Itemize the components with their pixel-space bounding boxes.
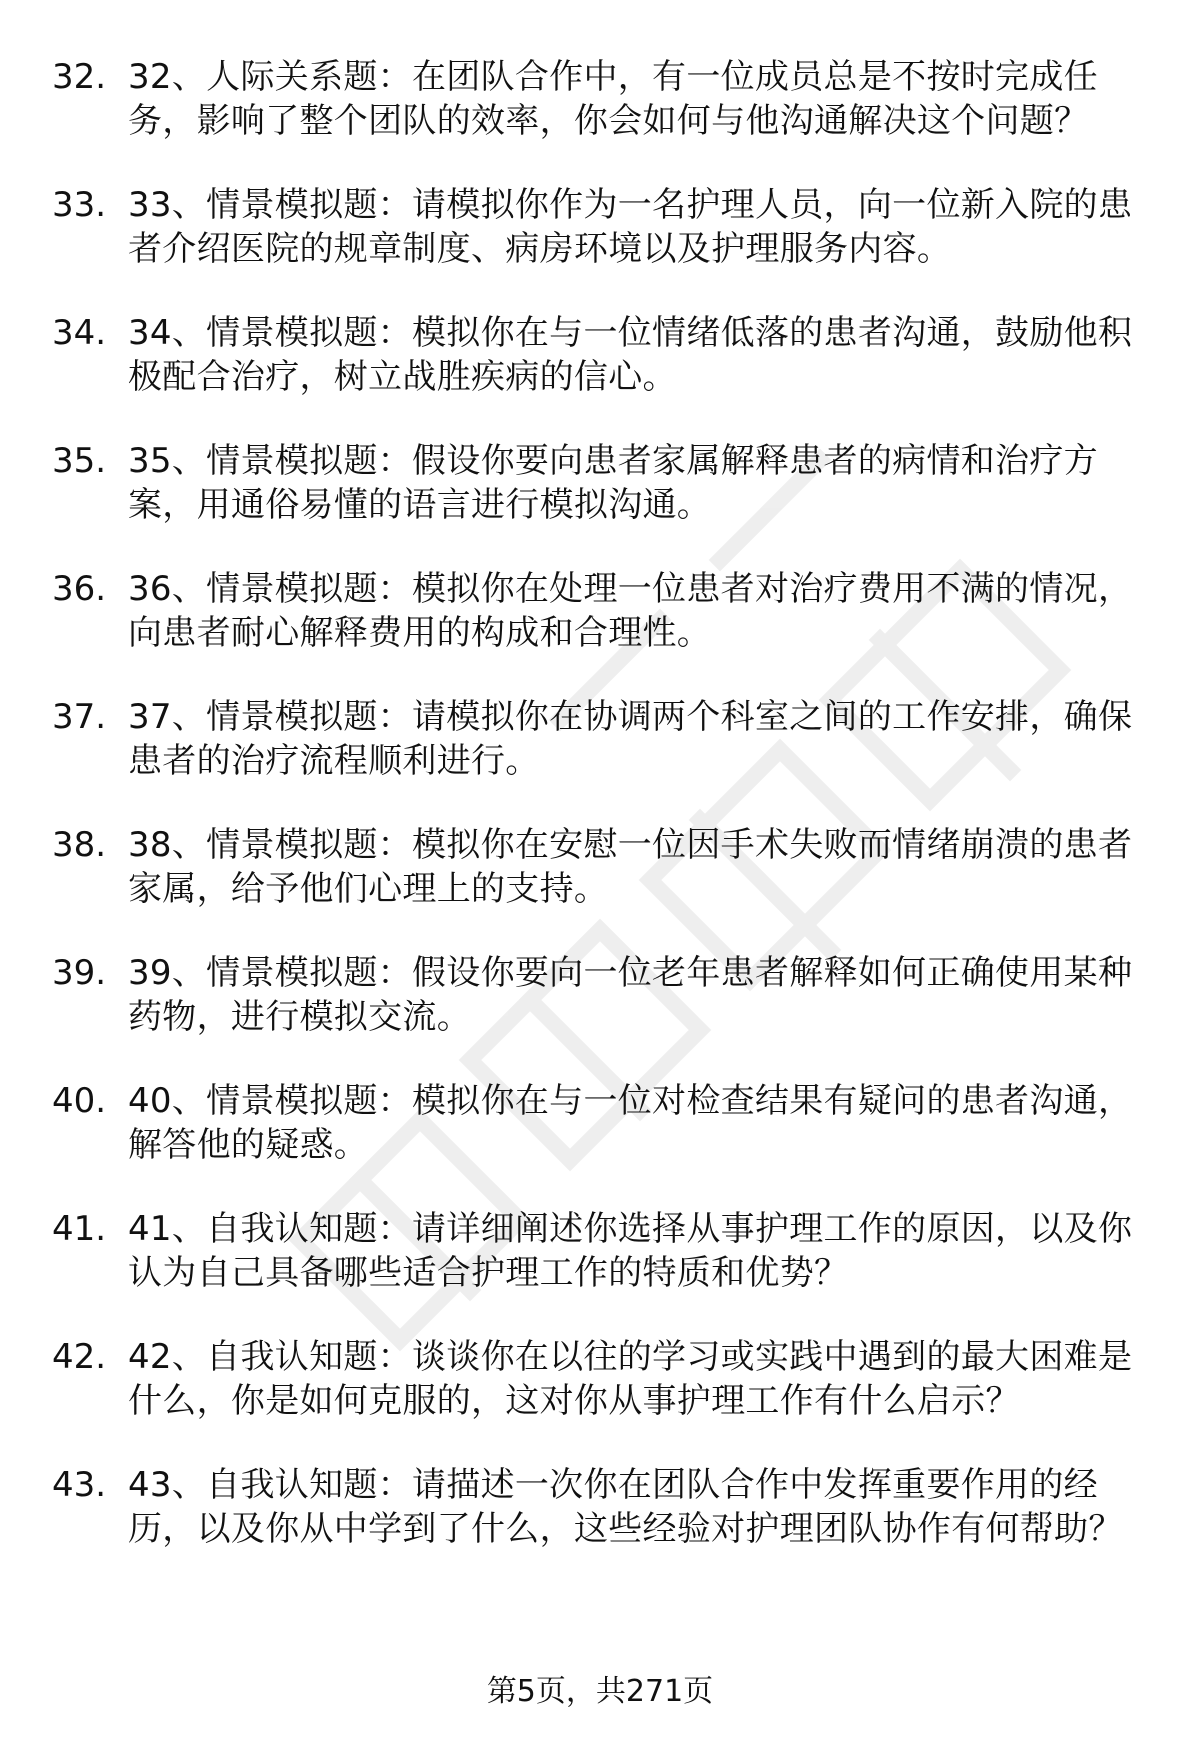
list-item — [0, 567, 1200, 659]
question-text: 40、情景模拟题：模拟你在与一位对检查结果有疑问的患者沟通，解答他的疑惑。 — [128, 1081, 1133, 1165]
question-number: 43. — [52, 1465, 107, 1505]
question-text: 39、情景模拟题：假设你要向一位老年患者解释如何正确使用某种药物，进行模拟交流。 — [128, 953, 1133, 1037]
question-number: 41. — [52, 1209, 107, 1249]
list-item — [0, 1463, 1200, 1599]
question-number: 39. — [52, 953, 107, 993]
question-number: 40. — [52, 1081, 107, 1121]
question-text: 41、自我认知题：请详细阐述你选择从事护理工作的原因，以及你认为自己具备哪些适合护理工作的特质和优势？ — [128, 1209, 1133, 1293]
list-item — [0, 55, 1200, 147]
question-text: 32、人际关系题：在团队合作中，有一位成员总是不按时完成任务，影响了整个团队的效率，你会如何与他沟通解决这个问题？ — [128, 57, 1098, 141]
question-number: 37. — [52, 697, 107, 737]
question-text: 38、情景模拟题：模拟你在安慰一位因手术失败而情绪崩溃的患者家属，给予他们心理上的支持。 — [128, 825, 1133, 909]
list-item — [0, 311, 1200, 403]
question-number: 35. — [52, 441, 107, 481]
question-text: 35、情景模拟题：假设你要向患者家属解释患者的病情和治疗方案，用通俗易懂的语言进行模拟沟通。 — [128, 441, 1098, 525]
question-text: 37、情景模拟题：请模拟你在协调两个科室之间的工作安排，确保患者的治疗流程顺利进行。 — [128, 697, 1133, 781]
question-text: 43、自我认知题：请描述一次你在团队合作中发挥重要作用的经历，以及你从中学到了什么，这些经验对护理团队协作有何帮助？ — [128, 1465, 1123, 1549]
page-footer: 第5页，共271页 — [486, 1674, 714, 1709]
question-number: 32. — [52, 57, 107, 97]
list-item — [0, 823, 1200, 915]
list-item — [0, 1335, 1200, 1427]
question-number: 36. — [52, 569, 107, 609]
list-item — [0, 439, 1200, 531]
question-text: 42、自我认知题：谈谈你在以往的学习或实践中遇到的最大困难是什么，你是如何克服的，这对你从事护理工作有什么启示？ — [128, 1337, 1133, 1421]
question-list — [0, 55, 1200, 1635]
question-number: 34. — [52, 313, 107, 353]
list-item — [0, 695, 1200, 787]
list-item — [0, 183, 1200, 275]
list-item — [0, 1079, 1200, 1171]
question-text: 34、情景模拟题：模拟你在与一位情绪低落的患者沟通，鼓励他积极配合治疗，树立战胜疾病的信心。 — [128, 313, 1133, 397]
question-number: 38. — [52, 825, 107, 865]
question-text: 36、情景模拟题：模拟你在处理一位患者对治疗费用不满的情况，向患者耐心解释费用的构成和合理性。 — [128, 569, 1133, 653]
list-item — [0, 1207, 1200, 1299]
question-number: 42. — [52, 1337, 107, 1377]
list-item — [0, 951, 1200, 1043]
question-number: 33. — [52, 185, 107, 225]
question-text: 33、情景模拟题：请模拟你作为一名护理人员，向一位新入院的患者介绍医院的规章制度、病房环境以及护理服务内容。 — [128, 185, 1133, 269]
